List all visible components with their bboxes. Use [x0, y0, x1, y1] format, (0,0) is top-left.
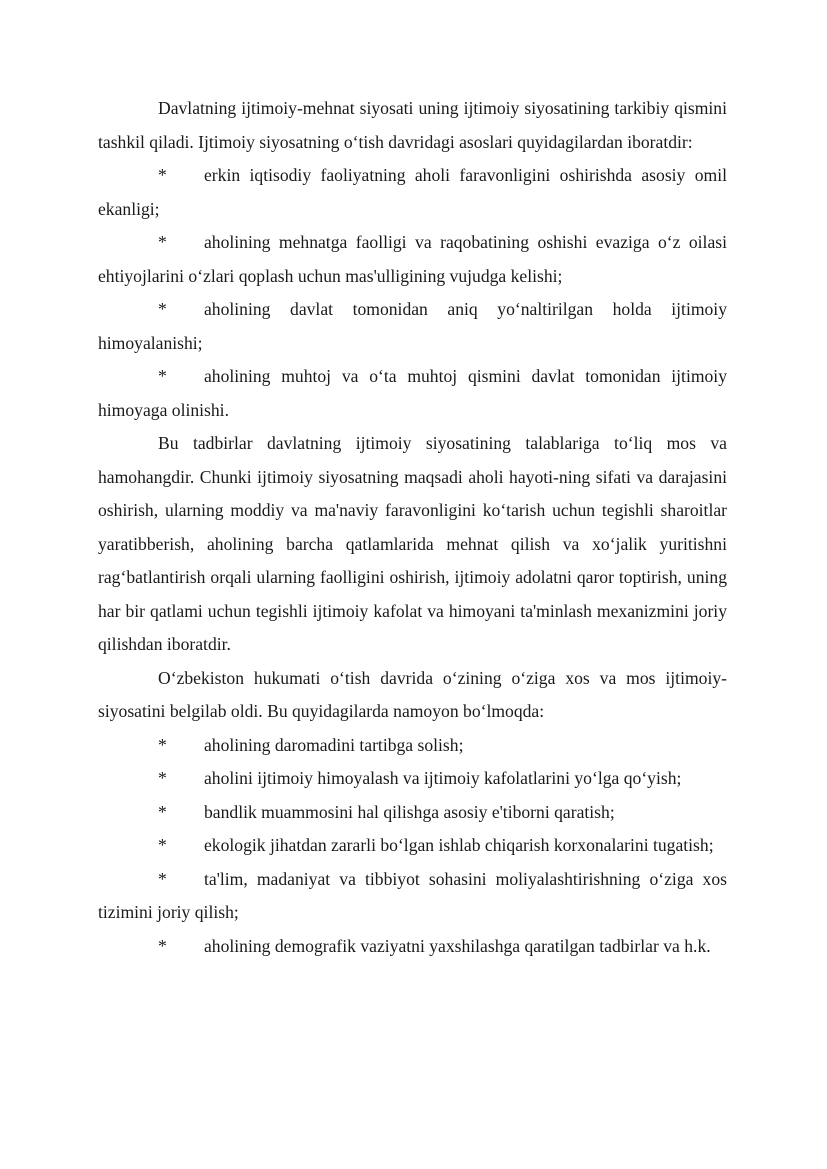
list-item	[98, 829, 727, 863]
list-item-text: aholini ijtimoiy himoyalash va ijtimoiy kafolatlarini yo‘lga qo‘yish;	[204, 768, 682, 788]
list-item	[98, 796, 727, 830]
paragraph-uzbekistan: O‘zbekiston hukumati o‘tish davrida o‘zining o‘ziga xos va mos ijtimoiy-siyosatini belgilab oldi. Bu quyidagilarda namoyon bo‘lmoqda:	[98, 667, 727, 721]
list-item	[98, 226, 727, 293]
list-item	[98, 360, 727, 427]
bullet-mark: *	[158, 835, 167, 855]
bullet-mark: *	[158, 801, 167, 822]
list-item	[98, 930, 727, 964]
bullet-mark: *	[158, 734, 167, 755]
list-item-text: ta'lim, madaniyat va tibbiyot sohasini moliyalashtirishning o‘ziga xos tizimini joriy qilish;	[98, 868, 727, 922]
bullet-mark: *	[158, 868, 167, 889]
list-item	[98, 729, 727, 763]
bullet-mark: *	[158, 935, 167, 956]
list-item-text: aholining demografik vaziyatni yaxshilashga qaratilgan tadbirlar va h.k.	[204, 935, 711, 956]
bullet-mark: *	[158, 232, 167, 252]
list-item	[98, 293, 727, 360]
list-item-text: erkin iqtisodiy faoliyatning aholi faravonligini oshirishda asosiy omil ekanligi;	[98, 165, 727, 219]
list-item-text: aholining daromadini tartibga solish;	[204, 734, 464, 755]
list-item-text: bandlik muammosini hal qilishga asosiy e'tiborni qaratish;	[204, 801, 615, 822]
bullet-mark: *	[158, 165, 167, 185]
bullet-mark: *	[158, 299, 167, 319]
list-item-text: aholining mehnatga faolligi va raqobatining oshishi evaziga o‘z oilasi ehtiyojlarini o‘zlari qoplash uchun mas'ulligining vujudga kelishi;	[98, 232, 727, 286]
bullet-mark: *	[158, 768, 167, 788]
document-page	[98, 92, 727, 963]
list-item	[98, 159, 727, 226]
paragraph-intro: Davlatning ijtimoiy-mehnat siyosati uning ijtimoiy siyosatining tarkibiy qismini tashkil qiladi. Ijtimoiy siyosatning o‘tish davridagi asoslari quyidagilardan iboratdir:	[98, 98, 727, 152]
bullet-mark: *	[158, 366, 167, 386]
list-item-text: ekologik jihatdan zararli bo‘lgan ishlab chiqarish korxonalarini tugatish;	[204, 835, 714, 855]
list-item-text: aholining davlat tomonidan aniq yo‘naltirilgan holda ijtimoiy himoyalanishi;	[98, 299, 727, 353]
list-item-text: aholining muhtoj va o‘ta muhtoj qismini davlat tomonidan ijtimoiy himoyaga olinishi.	[98, 366, 727, 420]
list-item	[98, 762, 727, 796]
paragraph-measures: Bu tadbirlar davlatning ijtimoiy siyosatining talablariga to‘liq mos va hamohangdir. Chunki ijtimoiy siyosatning maqsadi aholi hayoti-ning sifati va darajasini oshirish, ularning moddiy va ma'naviy faravonligini ko‘tarish uchun tegishli sharoitlar yaratibberish, aholining barcha qatlamlarida mehnat qilish va xo‘jalik yuritishni rag‘batlantirish orqali ularning faolligini oshirish, ijtimoiy adolatni qaror toptirish, uning har bir qatlami uchun tegishli ijtimoiy kafolat va himoyani ta'minlash mexanizmini joriy qilishdan iboratdir.	[98, 433, 727, 654]
list-item	[98, 863, 727, 930]
